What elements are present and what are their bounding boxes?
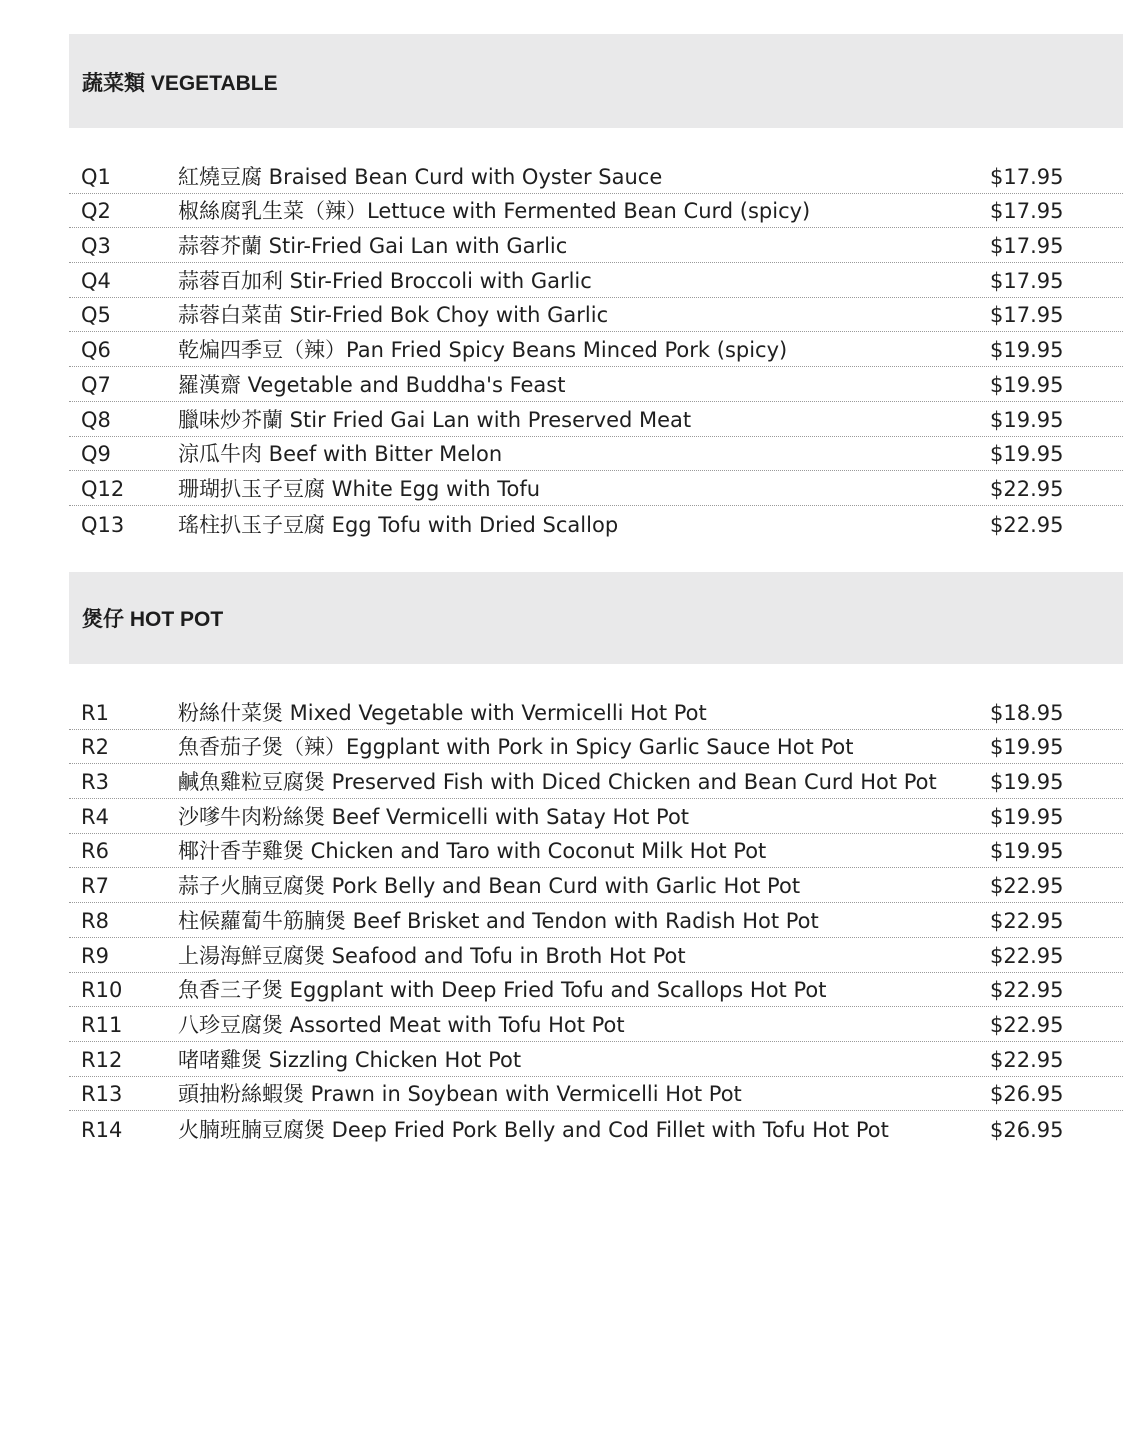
menu-item (69, 437, 1123, 472)
menu-item (69, 402, 1123, 437)
menu-list (69, 695, 1123, 1146)
menu-item (69, 764, 1123, 799)
menu-item-name: 珊瑚扒玉子豆腐 White Egg with Tofu (178, 476, 541, 501)
menu-item-code: Q1 (81, 164, 111, 189)
menu-item-name: 臘味炒芥蘭 Stir Fried Gai Lan with Preserved Meat (178, 407, 692, 432)
menu-item-name: 乾煸四季豆（辣）Pan Fried Spicy Beans Minced Pork (spicy) (178, 338, 788, 363)
menu-item-price: $22.95 (990, 476, 1064, 501)
menu-item-code: R8 (81, 908, 109, 933)
section-header (69, 572, 1123, 664)
menu-item (69, 903, 1123, 938)
menu-item-code: R6 (81, 839, 109, 864)
menu-item-price: $18.95 (990, 700, 1064, 725)
menu-item-name: 頭抽粉絲蝦煲 Prawn in Soybean with Vermicelli Hot Pot (178, 1082, 742, 1107)
menu-item (69, 973, 1123, 1008)
menu-item-price: $22.95 (990, 1047, 1064, 1072)
menu-item-price: $17.95 (990, 303, 1064, 328)
menu-item-code: Q12 (81, 476, 125, 501)
menu-item-name: 蒜子火腩豆腐煲 Pork Belly and Bean Curd with Garlic Hot Pot (178, 874, 801, 899)
menu-item-price: $17.95 (990, 234, 1064, 259)
menu-item-price: $22.95 (990, 943, 1064, 968)
menu-item-code: R11 (81, 1012, 123, 1037)
menu-item (69, 332, 1123, 367)
menu-item-price: $19.95 (990, 735, 1064, 760)
menu-item-name: 瑤柱扒玉子豆腐 Egg Tofu with Dried Scallop (178, 512, 619, 537)
menu-item-price: $17.95 (990, 164, 1064, 189)
menu-item-price: $19.95 (990, 442, 1064, 467)
menu-item-code: Q2 (81, 199, 111, 224)
menu-item-code: R4 (81, 804, 109, 829)
menu-item-price: $22.95 (990, 908, 1064, 933)
menu-item (69, 298, 1123, 333)
menu-item-price: $19.95 (990, 372, 1064, 397)
menu-item-name: 羅漢齋 Vegetable and Buddha's Feast (178, 372, 566, 397)
menu-item (69, 730, 1123, 765)
menu-item-name: 魚香茄子煲（辣）Eggplant with Pork in Spicy Garlic Sauce Hot Pot (178, 735, 854, 760)
menu-item-code: Q8 (81, 407, 111, 432)
menu-item-code: R2 (81, 735, 109, 760)
menu-item (69, 1077, 1123, 1112)
menu-item-price: $19.95 (990, 839, 1064, 864)
menu-item-code: R7 (81, 874, 109, 899)
menu-item-code: Q13 (81, 512, 125, 537)
menu-item-code: Q4 (81, 268, 111, 293)
menu-item (69, 799, 1123, 834)
menu-item-code: R13 (81, 1082, 123, 1107)
menu-item-code: R10 (81, 978, 123, 1003)
menu-item-price: $22.95 (990, 1012, 1064, 1037)
section-header (69, 34, 1123, 128)
menu-item-price: $19.95 (990, 770, 1064, 795)
menu-item-name: 涼瓜牛肉 Beef with Bitter Melon (178, 442, 503, 467)
menu-item-price: $26.95 (990, 1082, 1064, 1107)
menu-item-name: 柱候蘿蔔牛筋腩煲 Beef Brisket and Tendon with Radish Hot Pot (178, 908, 819, 933)
menu-item-name: 火腩班腩豆腐煲 Deep Fried Pork Belly and Cod Fillet with Tofu Hot Pot (178, 1117, 889, 1142)
menu-item-name: 紅燒豆腐 Braised Bean Curd with Oyster Sauce (178, 164, 663, 189)
menu-item (69, 194, 1123, 229)
menu-item (69, 263, 1123, 298)
menu-item-price: $26.95 (990, 1117, 1064, 1142)
menu-item (69, 367, 1123, 402)
menu-item-price: $19.95 (990, 407, 1064, 432)
menu-item-code: R12 (81, 1047, 123, 1072)
menu-item (69, 868, 1123, 903)
menu-item (69, 159, 1123, 194)
menu-item (69, 1111, 1123, 1146)
menu-item-name: 魚香三子煲 Eggplant with Deep Fried Tofu and Scallops Hot Pot (178, 978, 827, 1003)
menu-item-name: 蒜蓉白菜苗 Stir-Fried Bok Choy with Garlic (178, 303, 609, 328)
menu-item-name: 八珍豆腐煲 Assorted Meat with Tofu Hot Pot (178, 1012, 625, 1037)
menu-item-price: $19.95 (990, 338, 1064, 363)
menu-item-code: R1 (81, 700, 109, 725)
menu-item (69, 695, 1123, 730)
menu-item-code: Q3 (81, 234, 111, 259)
menu-item (69, 938, 1123, 973)
menu-item-code: Q7 (81, 372, 111, 397)
menu-item-name: 粉絲什菜煲 Mixed Vegetable with Vermicelli Hot Pot (178, 700, 707, 725)
menu-item-price: $17.95 (990, 268, 1064, 293)
menu-item-name: 上湯海鮮豆腐煲 Seafood and Tofu in Broth Hot Pot (178, 943, 686, 968)
menu-item-price: $19.95 (990, 804, 1064, 829)
menu-item-code: Q9 (81, 442, 111, 467)
menu-item-code: R3 (81, 770, 109, 795)
menu-item-name: 蒜蓉百加利 Stir-Fried Broccoli with Garlic (178, 268, 592, 293)
menu-item (69, 471, 1123, 506)
menu-list (69, 159, 1123, 541)
menu-item-name: 蒜蓉芥蘭 Stir-Fried Gai Lan with Garlic (178, 234, 568, 259)
menu-item-code: Q5 (81, 303, 111, 328)
menu-item-code: R9 (81, 943, 109, 968)
menu-item-price: $22.95 (990, 978, 1064, 1003)
menu-item-code: R14 (81, 1117, 123, 1142)
menu-item (69, 228, 1123, 263)
menu-item-name: 椰汁香芋雞煲 Chicken and Taro with Coconut Milk Hot Pot (178, 839, 767, 864)
menu-item-name: 椒絲腐乳生菜（辣）Lettuce with Fermented Bean Curd (spicy) (178, 199, 811, 224)
menu-item-name: 鹹魚雞粒豆腐煲 Preserved Fish with Diced Chicken and Bean Curd Hot Pot (178, 770, 937, 795)
menu-item-price: $17.95 (990, 199, 1064, 224)
menu-item-price: $22.95 (990, 512, 1064, 537)
menu-item (69, 834, 1123, 869)
menu-item (69, 1042, 1123, 1077)
menu-item (69, 1007, 1123, 1042)
menu-item-name: 沙嗲牛肉粉絲煲 Beef Vermicelli with Satay Hot Pot (178, 804, 690, 829)
menu-item-name: 啫啫雞煲 Sizzling Chicken Hot Pot (178, 1047, 522, 1072)
menu-item-code: Q6 (81, 338, 111, 363)
menu-item-price: $22.95 (990, 874, 1064, 899)
section-title: 蔬菜類 VEGETABLE (82, 72, 278, 95)
menu-item (69, 506, 1123, 541)
section-title: 煲仔 HOT POT (82, 608, 224, 631)
